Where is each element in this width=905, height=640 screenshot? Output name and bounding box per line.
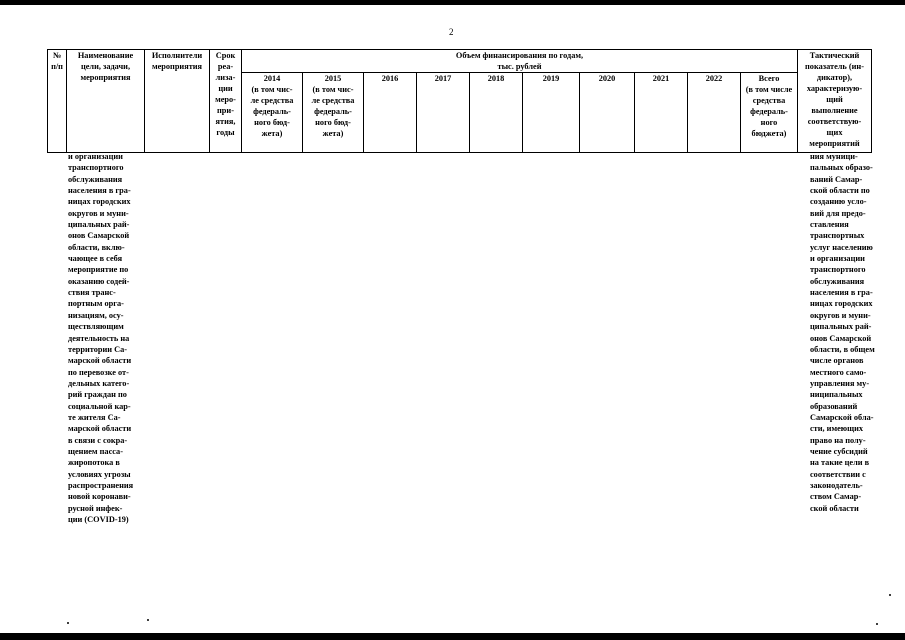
header-funding-group: Объем финансирования по годам, тыс. рублей (242, 50, 798, 73)
page-number: 2 (449, 27, 454, 37)
measure-description-text: и организации транспортного обслуживания населения в гра- ницах городских округов и муни- ципальных рай- онов Самарской области, вклю- чающее в себя мероприятие по оказанию содей- ствия транс- портным орга- низациям, осу- ществляющим деятельность на территории Са- марской области по перевозке от- дельных катего- рий граждан по социальной кар- те жителя Са- марской области в связи с сокра- щением пасса- жиропотока в условиях угрозы распространения новой коронави- русной инфек- ции (COVID-19) (68, 152, 134, 524)
header-year-2017: 2017 (417, 73, 470, 153)
scan-speck (67, 622, 69, 624)
header-year-2015: 2015 (в том чис- ле средства федераль- ного бюд- жета) (303, 73, 364, 153)
header-num: № п/п (48, 50, 67, 153)
header-indicator: Тактический показатель (ин- дикатор), характеризую- щий выполнение соответствую- щих мероприятий (798, 50, 872, 153)
header-year-2021: 2021 (635, 73, 688, 153)
scan-speck (876, 623, 878, 625)
header-year-2016: 2016 (364, 73, 417, 153)
header-total: Всего (в том числе средства федераль- ного бюджета) (741, 73, 798, 153)
indicator-description-text: ния муници- пальных образо- ваний Самар- ской области по созданию усло- вий для предо- ставления транспортных услуг населению и организации транспортного обслуживания населения в гра- ницах городских округов и муни- ципальных рай- онов Самарской области, в общем числе органов местного само- управления му- ниципальных образований Самарской обла- сти, имеющих право на полу- чение субсидий на такие цели в соответствии с законодатель- ством Самар- ской области (810, 152, 875, 513)
header-year-2020: 2020 (580, 73, 635, 153)
header-year-2014: 2014 (в том чис- ле средства федераль- ного бюд- жета) (242, 73, 303, 153)
header-year-2022: 2022 (688, 73, 741, 153)
header-name: Наименование цели, задачи, мероприятия (67, 50, 145, 153)
funding-table (47, 49, 872, 153)
header-year-2019: 2019 (523, 73, 580, 153)
scan-speck (889, 594, 891, 596)
header-term: Срок реа- лиза- ции меро- при- ятия, годы (210, 50, 242, 153)
scan-speck (147, 619, 149, 621)
bottom-border (0, 633, 905, 640)
header-year-2018: 2018 (470, 73, 523, 153)
header-executors: Исполнители мероприятия (145, 50, 210, 153)
top-border (0, 0, 905, 5)
